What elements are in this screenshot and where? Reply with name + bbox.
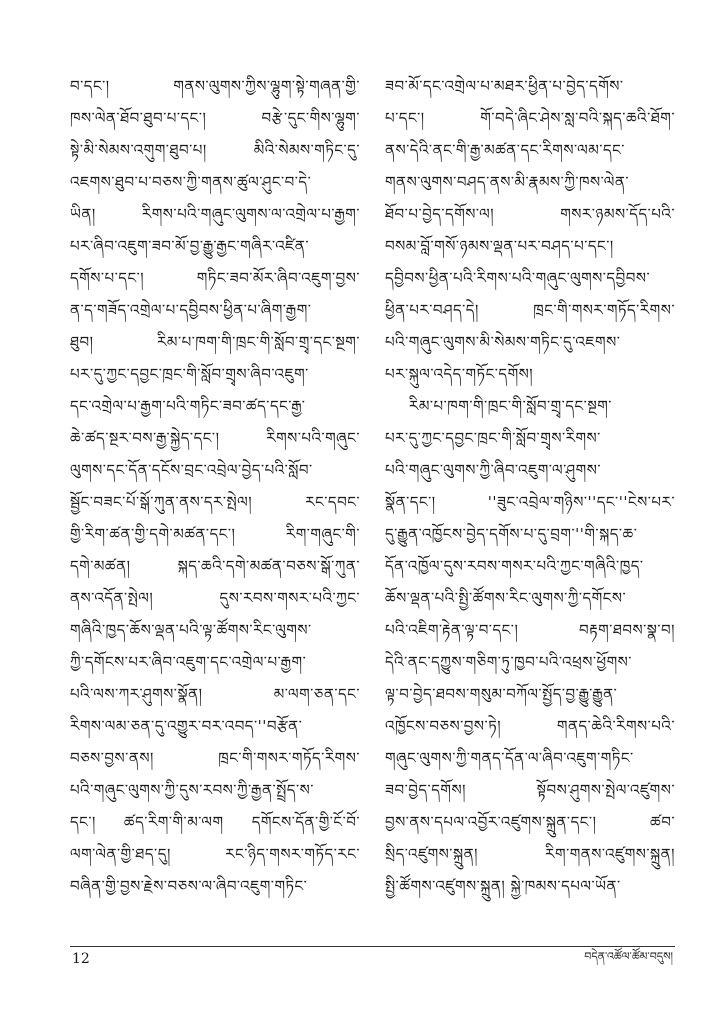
text-line: རིམ་པ་ཁག་གི་ཁྲང་གི་སློབ་གྲྭ་དང་སྔག་: [409, 397, 612, 415]
text-line: ཀྱི་དགོངས་པར་ཞིབ་འཇུག་དང་འགྲེལ་པ་རྒྱག་: [70, 653, 307, 671]
text-line: ཆེ་ཚད་སྔར་བས་རྒྱ་སྐྱེད་དང་། རིགས་པའི་གཞུང་: [70, 429, 360, 447]
text-line: པར་སྐུལ་འདེད་གཏོང་དགོས།: [385, 365, 534, 383]
text-line: བཞིན་གྱི་བྱས་རྗེས་བཅས་ལ་ཞིབ་འཇུག་གཏིང་: [70, 877, 308, 895]
text-line: ཐུབ། རིམ་པ་ཁག་གི་ཁྲང་གི་སློབ་གྲྭ་དང་སྔག་: [70, 333, 360, 351]
text-line: ཟབ་མོ་དང་འགྲེལ་པ་མཐར་ཕྱིན་པ་བྱེད་དགོས་: [385, 77, 624, 95]
text-line: གྱི་རིག་ཚན་གྱི་དགེ་མཚན་དང་། རིག་གཞུང་གི་: [70, 525, 360, 543]
text-line: ལུགས་དང་དོན་དངོས་བྲང་འབྲེལ་བྱེད་པའི་སློབ་: [70, 461, 313, 479]
text-line: དོན་འཁྱོལ་དུས་རབས་གསར་པའི་ཀྱང་གཞིའི་ཁྱད་: [385, 557, 644, 575]
text-line: པའི་འཇིག་རྟེན་ལྟ་བ་དང་། བརྟག་ཐབས་སྣ་བ།: [385, 621, 675, 639]
text-line: པར་དུ་ཀྱང་དབྱང་ཁྲང་གི་སློབ་གྲྭས་རིགས་: [385, 429, 601, 447]
text-line: ནས་དེའི་ནང་གི་རྒྱ་མཚན་དང་རིགས་ལམ་དང་: [385, 141, 625, 159]
text-line: བཅས་བྱས་ནས། ཁྲང་གི་གསར་གཏོད་རིགས་: [70, 749, 360, 767]
text-line: པར་དུ་ཀྱང་དབྱང་ཁྲང་གི་སློབ་གྲྭས་ཞིབ་འཇུག་: [70, 365, 309, 383]
text-line: འཇགས་ཐུབ་པ་བཅས་ཀྱི་གནས་ཚུལ་ཤུང་བ་དེ་: [70, 173, 312, 191]
footer-divider: [70, 946, 675, 947]
text-line: འཁྱོངས་བཅས་བྱས་ཏེ། གནད་ཆེའི་རིགས་པའི་: [385, 717, 675, 735]
text-line: པའི་ལས་ཀར་ཤུགས་སྣོན། མ་ལག་ཅན་དང་: [70, 685, 360, 703]
text-line: པ་དང་། གོ་བདེ་ཞིང་ཤེས་སླ་བའི་སྐད་ཆའི་ཐོག་: [385, 109, 675, 127]
text-line: ལག་ལེན་གྱི་ཐད་དུ། རང་ཉིད་གསར་གཏོད་རང་: [70, 845, 360, 863]
running-title: བདེན་འཚོལ་ཚོམ་བདུས།: [584, 950, 673, 963]
text-line: རིགས་ལམ་ཅན་དུ་འགྱུར་བར་འབད་''བརྩོན་: [70, 717, 303, 735]
text-line: ཁས་ལེན་ཐོབ་ཐུབ་པ་དང་། བརྩེ་དུང་གིས་ལྷུག་: [70, 109, 360, 127]
text-line: དགོས་པ་དང་། གཏིང་ཟབ་མོར་ཞིབ་འཇུག་བྱས་: [70, 269, 360, 287]
text-line: ཆོས་ལྡན་པའི་སྤྱི་ཚོགས་རིང་ལུགས་ཀྱི་དགོངས་: [385, 589, 627, 607]
text-line: པའི་གཞུང་ལུགས་ཀྱི་དུས་རབས་ཀྱི་རྒྱན་སྤྲོད་ས་: [70, 781, 314, 799]
text-line: བསམ་བློ་གསོ་ཉམས་ལྡན་པར་བཤད་པ་དང་།: [385, 237, 614, 255]
text-line: པའི་གཞུང་ལུགས་ཀྱི་ཞིབ་འཇུག་ལ་ཤུགས་: [385, 461, 601, 479]
text-line: དེའི་ནང་དཀྱུས་གཅིག་ཏུ་ཁྱབ་པའི་འཕྲས་ཕྱོགས་: [385, 653, 632, 671]
text-line: དགེ་མཚན། སྐད་ཆའི་དགེ་མཚན་བཅས་སྒོ་ཀུན་: [70, 557, 360, 575]
text-line: ཕྱིན་པར་བཤད་དེ། ཁྲང་གི་གསར་གཏོད་རིགས་: [385, 301, 675, 319]
right-column: [385, 70, 675, 902]
page-number: 12: [72, 951, 90, 967]
text-line: ཡིན། རིགས་པའི་གཞུང་ལུགས་ལ་འགྲེལ་པ་རྒྱག་: [70, 205, 360, 223]
text-line: སྦྱོང་བཟང་པོ་སྒོ་ཀུན་ནས་དར་སྤེལ། རང་དབང་: [70, 493, 360, 511]
text-line: ཐོབ་པ་བྱེད་དགོས་ལ། གསར་ཉམས་དོད་པའི་: [385, 205, 675, 223]
text-line: གཞུང་ལུགས་ཀྱི་གནད་དོན་ལ་ཞིབ་འཇུག་གཏིང་: [385, 749, 634, 767]
text-line: དང་། ཚད་རིག་གི་མ་ལག དགོངས་དོན་གྱི་ངོ་བོ་: [70, 813, 360, 831]
text-line: པའི་གཞུང་ལུགས་མི་སེམས་གཏིང་དུ་འཇགས་: [385, 333, 621, 351]
text-line: པར་ཞིབ་འཇུག་ཟབ་མོ་བྱ་རྒྱུ་རྒྱང་གཞིར་འཛིན་: [70, 237, 309, 255]
text-line: བ་དང་། གནས་ལུགས་ཀྱིས་ལྷུག་སྟེ་གཞན་གྱི་: [70, 77, 360, 95]
text-line: སྣོན་དང་། ''ཟུང་འབྲེལ་གཉིས་''དང་''ངེས་པར་: [385, 493, 675, 511]
text-line: དབྱིབས་ཕྱིན་པའི་རིགས་པའི་གཞུང་ལུགས་དབྱིབས་: [385, 269, 651, 287]
text-line: བྱས་ནས་དཔལ་འབྱོར་འཛུགས་སྐྲུན་དང་། ཚབ་: [385, 813, 675, 831]
text-line: ཟབ་བྱེད་དགོས། སྟོབས་ཤུགས་སྤེལ་འཛུགས་: [385, 781, 675, 799]
text-line: ན་ད་གཟོད་འགྲེལ་པ་དབྱིབས་ཕྱིན་པ་ཞིག་རྒྱག་: [70, 301, 312, 319]
text-line: སྲིད་འཛུགས་སྐྲུན། རིག་གནས་འཛུགས་སྐྲུན།: [385, 845, 675, 863]
text-line: སྟེ་མི་སེམས་འགུག་ཐུབ་པ། མིའི་སེམས་གཏིང་དུ་: [70, 141, 360, 159]
text-line: དུ་རྒྱུན་འཁྱོངས་བྱེད་དགོས་པ་དུ་བྲག་''གི་སྐད་ཆ་: [385, 525, 638, 543]
text-line: དང་འགྲེལ་པ་རྒྱག་པའི་གཏིང་ཟབ་ཚད་དང་རྒྱ་: [70, 397, 306, 415]
text-line: གཞིའི་ཁྱད་ཆོས་ལྡན་པའི་ལྟ་ཚོགས་རིང་ལུགས་: [70, 621, 312, 639]
text-line: གནས་ལུགས་བཤད་ནས་མི་རྣམས་ཀྱི་ཁས་ལེན་: [385, 173, 630, 191]
text-line: ལྟ་བ་བྱེད་ཐབས་གསུམ་བཀོལ་སྤྱོད་བྱ་རྒྱུ་རྒྱུན་: [385, 685, 618, 703]
left-column: [70, 70, 360, 902]
text-line: ནས་འདོན་སྤེལ། དུས་རབས་གསར་པའི་ཀྱང་: [70, 589, 360, 607]
text-line: སྤྱི་ཚོགས་འཛུགས་སྐྲུན། སྐྱེ་ཁམས་དཔལ་ཡོན་: [385, 877, 621, 895]
